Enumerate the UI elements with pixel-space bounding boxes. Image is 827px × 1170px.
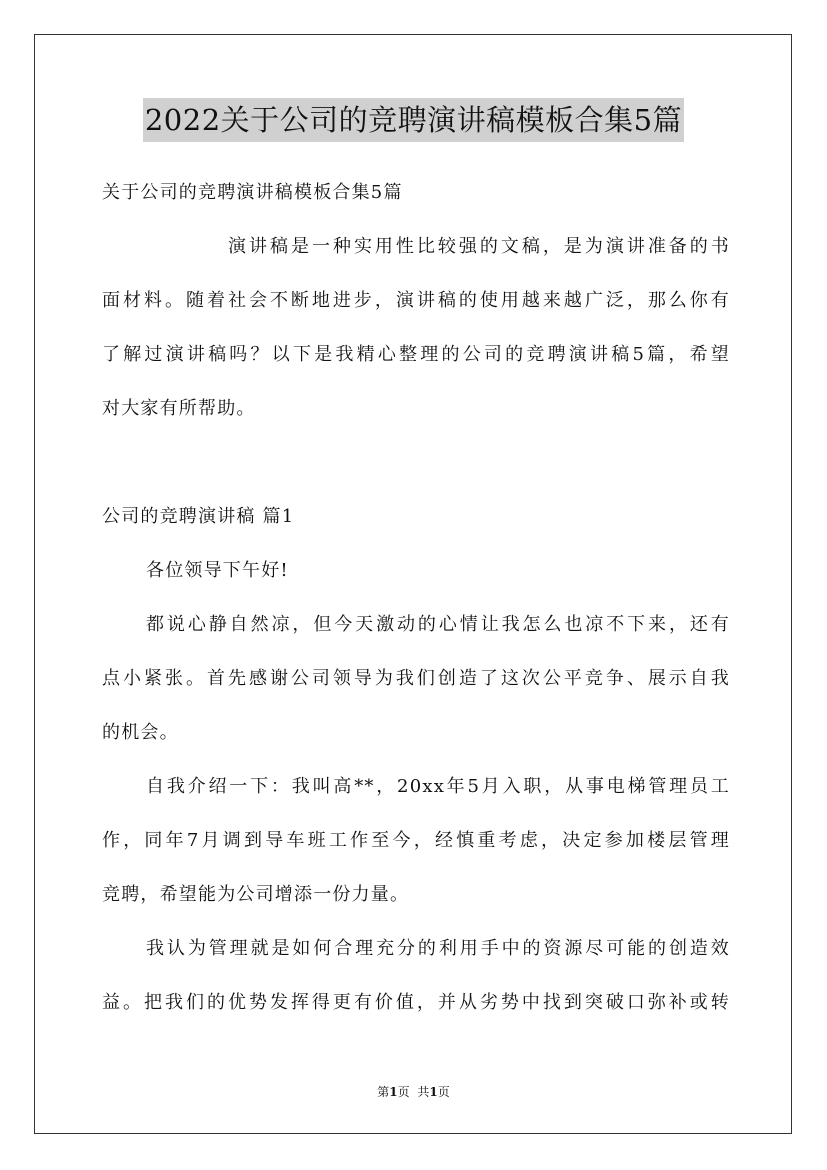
paragraph1-line-1: 都说心静自然凉，但今天激动的心情让我怎么也凉不下来，还有 xyxy=(146,614,730,635)
footer-total-number: 1 xyxy=(429,1085,438,1099)
greeting: 各位领导下午好! xyxy=(146,560,289,581)
footer-total-suffix: 页 xyxy=(437,1085,450,1099)
intro-line-2: 面材料。随着社会不断地进步，演讲稿的使用越来越广泛，那么你有 xyxy=(102,290,730,311)
paragraph2-line-3: 竞聘，希望能为公司增添一份力量。 xyxy=(102,884,410,905)
footer-page-number: 1 xyxy=(389,1085,398,1099)
page-footer xyxy=(0,1084,827,1100)
intro-line-4: 对大家有所帮助。 xyxy=(102,398,256,419)
paragraph2-line-2: 作，同年7月调到导车班工作至今，经慎重考虑，决定参加楼层管理 xyxy=(102,830,730,851)
intro-line-3: 了解过演讲稿吗？以下是我精心整理的公司的竞聘演讲稿5篇，希望 xyxy=(102,344,730,365)
document-title: 2022关于公司的竞聘演讲稿模板合集5篇 xyxy=(143,98,684,142)
footer-page-prefix: 第 xyxy=(377,1085,390,1099)
paragraph3-line-1: 我认为管理就是如何合理充分的利用手中的资源尽可能的创造效 xyxy=(146,938,730,959)
paragraph1-line-2: 点小紧张。首先感谢公司领导为我们创造了这次公平竞争、展示自我 xyxy=(102,668,730,689)
footer-total-prefix: 共 xyxy=(417,1085,430,1099)
title-container xyxy=(0,98,827,142)
paragraph1-line-3: 的机会。 xyxy=(102,722,179,743)
intro-line-1: 演讲稿是一种实用性比较强的文稿，是为演讲准备的书 xyxy=(228,236,730,257)
section-heading: 公司的竞聘演讲稿 篇1 xyxy=(102,506,295,527)
document-subtitle: 关于公司的竞聘演讲稿模板合集5篇 xyxy=(102,182,403,203)
footer-page-suffix: 页 xyxy=(397,1085,410,1099)
paragraph3-line-2: 益。把我们的优势发挥得更有价值，并从劣势中找到突破口弥补或转 xyxy=(102,992,730,1013)
paragraph2-line-1: 自我介绍一下：我叫高**，20xx年5月入职，从事电梯管理员工 xyxy=(146,776,730,797)
